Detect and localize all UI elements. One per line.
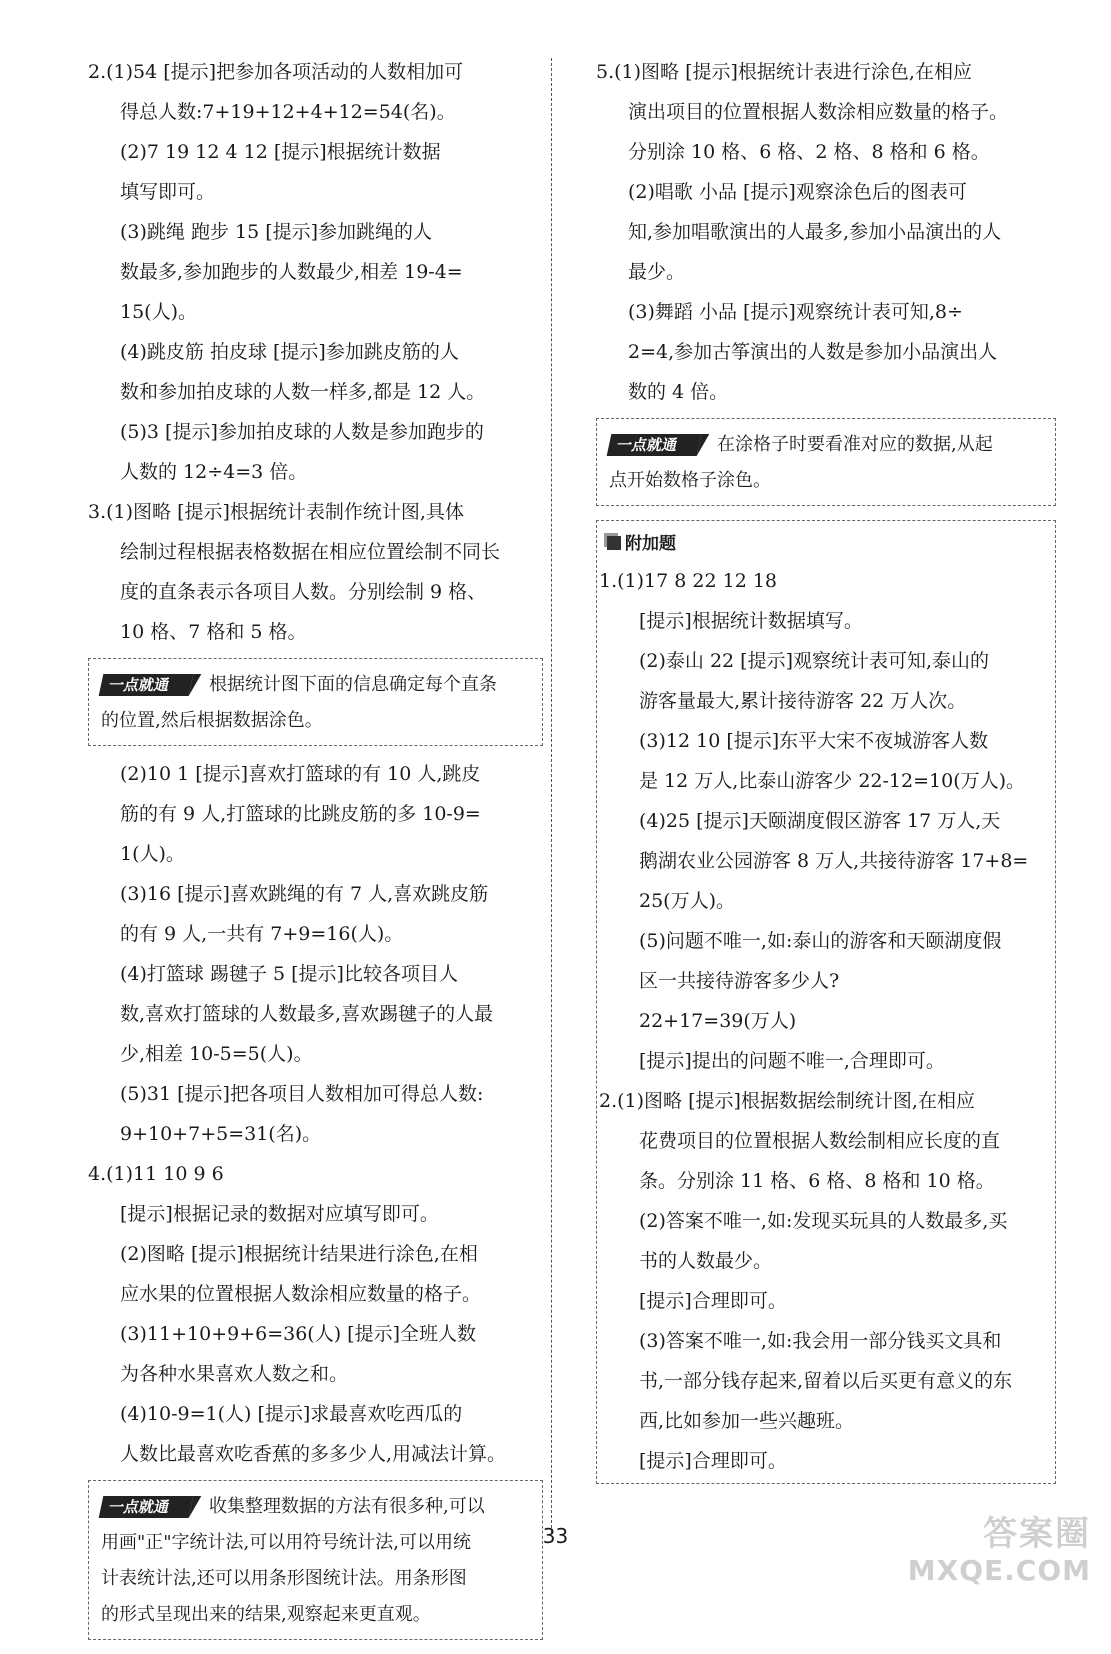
answer-line: (4)跳皮筋 拍皮球 [提示]参加跳皮筋的人 xyxy=(120,341,459,363)
tip-text: 用画"正"字统计法,可以用符号统计法,可以用统 xyxy=(101,1532,471,1553)
tip-box xyxy=(596,418,1056,506)
tip-badge: 一点就通 xyxy=(99,1496,194,1518)
section-icon xyxy=(607,536,621,550)
answer-line: (4)25 [提示]天颐湖度假区游客 17 万人,天 xyxy=(639,810,1001,832)
answer-line: 22+17=39(万人) xyxy=(639,1010,797,1032)
page-number: 33 xyxy=(542,1524,569,1548)
answer-line: (2)泰山 22 [提示]观察统计表可知,泰山的 xyxy=(639,650,990,672)
answer-line: 15(人)。 xyxy=(120,301,198,323)
tip-badge: 一点就通 xyxy=(607,434,702,456)
answer-line: (4)10-9=1(人) [提示]求最喜欢吃西瓜的 xyxy=(120,1403,463,1425)
answer-line: (5)问题不唯一,如:泰山的游客和天颐湖度假 xyxy=(639,930,1002,952)
answer-line: (2)唱歌 小品 [提示]观察涂色后的图表可 xyxy=(628,181,967,203)
answer-line: 筋的有 9 人,打篮球的比跳皮筋的多 10-9= xyxy=(120,803,481,825)
extra-questions-box xyxy=(596,520,1056,1484)
answer-line: 绘制过程根据表格数据在相应位置绘制不同长 xyxy=(120,541,501,563)
column-divider xyxy=(551,58,552,1533)
answer-line: 人数比最喜欢吃香蕉的多多少人,用减法计算。 xyxy=(120,1443,507,1465)
left-column xyxy=(88,58,543,1654)
watermark-logo xyxy=(908,1514,1091,1588)
answer-line: 的有 9 人,一共有 7+9=16(人)。 xyxy=(120,923,404,945)
answer-line: 数的 4 倍。 xyxy=(628,381,729,403)
tip-text: 在涂格子时要看准对应的数据,从起 xyxy=(717,434,993,455)
answer-line: (3)跳绳 跑步 15 [提示]参加跳绳的人 xyxy=(120,221,433,243)
tip-text: 点开始数格子涂色。 xyxy=(609,470,771,491)
answer-line: 花费项目的位置根据人数绘制相应长度的直 xyxy=(639,1130,1001,1152)
answer-line: (5)31 [提示]把各项目人数相加可得总人数: xyxy=(120,1083,484,1105)
answer-line: (4)打篮球 踢毽子 5 [提示]比较各项目人 xyxy=(120,963,458,985)
answer-line: 数最多,参加跑步的人数最少,相差 19-4= xyxy=(120,261,463,283)
answer-line: 2.(1)图略 [提示]根据数据绘制统计图,在相应 xyxy=(599,1090,975,1112)
answer-line: [提示]合理即可。 xyxy=(639,1290,787,1312)
answer-line: 4.(1)11 10 9 6 xyxy=(88,1163,224,1185)
tip-box xyxy=(88,658,543,746)
answer-line: (5)3 [提示]参加拍皮球的人数是参加跑步的 xyxy=(120,421,484,443)
answer-line: 填写即可。 xyxy=(120,181,216,203)
answer-line: 应水果的位置根据人数涂相应数量的格子。 xyxy=(120,1283,482,1305)
answer-line: 最少。 xyxy=(628,261,686,283)
answer-line: [提示]合理即可。 xyxy=(639,1450,787,1472)
answer-line: (3)答案不唯一,如:我会用一部分钱买文具和 xyxy=(639,1330,1002,1352)
tip-badge: 一点就通 xyxy=(99,674,194,696)
answer-line: 鹅湖农业公园游客 8 万人,共接待游客 17+8= xyxy=(639,850,1029,872)
answer-line: 得总人数:7+19+12+4+12=54(名)。 xyxy=(120,101,456,123)
answer-line: (2)答案不唯一,如:发现买玩具的人数最多,买 xyxy=(639,1210,1008,1232)
answer-line: 10 格、7 格和 5 格。 xyxy=(120,621,307,643)
right-column xyxy=(596,58,1056,1484)
answer-line: 度的直条表示各项目人数。分别绘制 9 格、 xyxy=(120,581,487,603)
watermark-url: MXQE.COM xyxy=(907,1554,1091,1587)
answer-line: 2.(1)54 [提示]把参加各项活动的人数相加可 xyxy=(88,61,464,83)
tip-text: 的形式呈现出来的结果,观察起来更直观。 xyxy=(101,1604,431,1625)
answer-line: 游客量最大,累计接待游客 22 万人次。 xyxy=(639,690,967,712)
answer-line: 条。分别涂 11 格、6 格、8 格和 10 格。 xyxy=(639,1170,995,1192)
answer-line: 1.(1)17 8 22 12 18 xyxy=(599,570,777,592)
tip-box xyxy=(88,1480,543,1640)
answer-line: 区一共接待游客多少人? xyxy=(639,970,840,992)
answer-line: 分别涂 10 格、6 格、2 格、8 格和 6 格。 xyxy=(628,141,990,163)
answer-line: (3)舞蹈 小品 [提示]观察统计表可知,8÷ xyxy=(628,301,963,323)
answer-line: 1(人)。 xyxy=(120,843,185,865)
answer-line: (2)10 1 [提示]喜欢打篮球的有 10 人,跳皮 xyxy=(120,763,481,785)
answer-line: 25(万人)。 xyxy=(639,890,736,912)
answer-line: (3)16 [提示]喜欢跳绳的有 7 人,喜欢跳皮筋 xyxy=(120,883,489,905)
answer-line: [提示]根据统计数据填写。 xyxy=(639,610,863,632)
answer-line: 3.(1)图略 [提示]根据统计表制作统计图,具体 xyxy=(88,501,464,523)
answer-line: 9+10+7+5=31(名)。 xyxy=(120,1123,322,1145)
answer-line: (3)12 10 [提示]东平大宋不夜城游客人数 xyxy=(639,730,989,752)
answer-line: 5.(1)图略 [提示]根据统计表进行涂色,在相应 xyxy=(596,61,972,83)
answer-line: 2=4,参加古筝演出的人数是参加小品演出人 xyxy=(628,341,998,363)
answer-line: 少,相差 10-5=5(人)。 xyxy=(120,1043,313,1065)
answer-line: 知,参加唱歌演出的人最多,参加小品演出的人 xyxy=(628,221,1002,243)
answer-line: 为各种水果喜欢人数之和。 xyxy=(120,1363,349,1385)
answer-line: (2)图略 [提示]根据统计结果进行涂色,在相 xyxy=(120,1243,478,1265)
answer-line: 演出项目的位置根据人数涂相应数量的格子。 xyxy=(628,101,1009,123)
tip-text: 的位置,然后根据数据涂色。 xyxy=(101,710,323,731)
watermark-text: 答案圈 xyxy=(983,1514,1091,1554)
answer-line: (2)7 19 12 4 12 [提示]根据统计数据 xyxy=(120,141,441,163)
answer-line: (3)11+10+9+6=36(人) [提示]全班人数 xyxy=(120,1323,476,1345)
tip-text: 计表统计法,还可以用条形图统计法。用条形图 xyxy=(101,1568,467,1589)
answer-line: 数,喜欢打篮球的人数最多,喜欢踢毽子的人最 xyxy=(120,1003,494,1025)
answer-line: 书的人数最少。 xyxy=(639,1250,773,1272)
answer-line: [提示]提出的问题不唯一,合理即可。 xyxy=(639,1050,945,1072)
answer-line: 西,比如参加一些兴趣班。 xyxy=(639,1410,855,1432)
answer-line: 是 12 万人,比泰山游客少 22-12=10(万人)。 xyxy=(639,770,1026,792)
extra-title-text: 附加题 xyxy=(625,534,676,554)
answer-line: [提示]根据记录的数据对应填写即可。 xyxy=(120,1203,439,1225)
answer-line: 书,一部分钱存起来,留着以后买更有意义的东 xyxy=(639,1370,1013,1392)
answer-line: 数和参加拍皮球的人数一样多,都是 12 人。 xyxy=(120,381,486,403)
tip-text: 根据统计图下面的信息确定每个直条 xyxy=(209,674,498,695)
answer-line: 人数的 12÷4=3 倍。 xyxy=(120,461,308,483)
tip-text: 收集整理数据的方法有很多种,可以 xyxy=(209,1496,485,1517)
extra-title xyxy=(607,531,1049,557)
